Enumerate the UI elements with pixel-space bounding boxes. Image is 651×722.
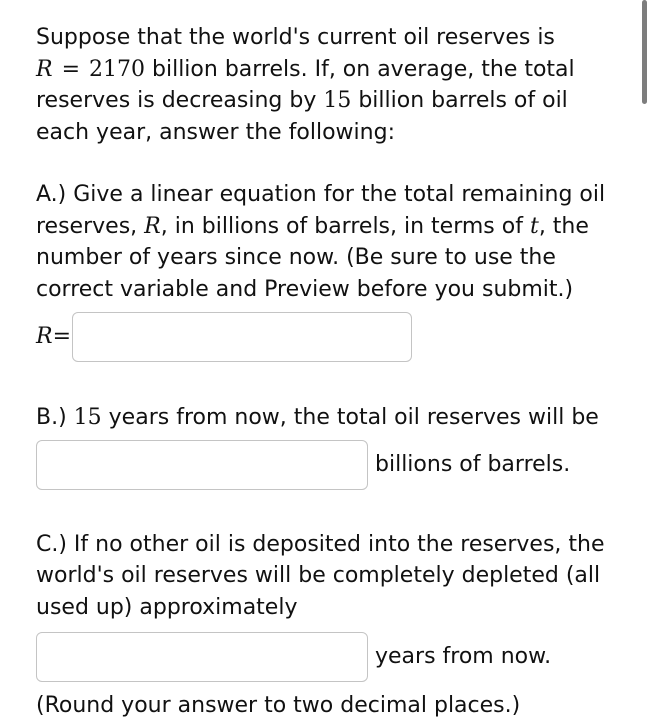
rate-value: 15	[323, 88, 352, 113]
equals-sign: =	[61, 56, 81, 82]
intro-text-4: billion barrels of oil	[351, 88, 568, 113]
problem-content	[36, 22, 621, 722]
part-a	[36, 179, 621, 362]
part-a-text-3: , in billions of barrels, in terms of	[160, 213, 530, 239]
part-c-line-2: world's oil reserves will be completely depleted (all	[36, 563, 601, 588]
reserves-value: 2170	[89, 56, 146, 82]
var-r: R	[36, 56, 53, 82]
part-a-answer-input[interactable]	[72, 312, 412, 362]
part-b-text-1: B.)	[36, 405, 74, 430]
rounding-note: (Round your answer to two decimal places.)	[36, 693, 521, 718]
part-a-text-2: reserves,	[36, 213, 145, 239]
part-b-line-1	[36, 402, 621, 434]
intro-line-4: each year, answer the following:	[36, 119, 395, 145]
scrollbar[interactable]	[641, 0, 651, 700]
intro-text-2: billion barrels. If, on average, the total	[145, 56, 575, 82]
part-b-answer-row	[36, 440, 621, 490]
part-c-line-1: C.) If no other oil is deposited into the reserves, the	[36, 531, 605, 557]
part-b	[36, 402, 621, 490]
intro-line-2	[36, 54, 621, 86]
r-label-eq: =	[52, 324, 72, 350]
r-label-var: R	[36, 324, 53, 350]
var-t: t	[529, 213, 539, 239]
part-b-answer-input[interactable]	[36, 440, 368, 490]
part-b-text-2: years from now, the total oil reserves will be	[101, 405, 599, 430]
intro-line-1: Suppose that the world's current oil reserves is	[36, 25, 555, 50]
scrollbar-thumb[interactable]	[642, 0, 647, 104]
part-c-answer-input[interactable]	[36, 632, 368, 682]
var-r: R	[144, 213, 161, 239]
intro-text-3: reserves is decreasing by	[36, 88, 324, 113]
part-b-suffix: billions of barrels.	[375, 451, 571, 477]
part-c-answer-row	[36, 632, 621, 682]
part-c-line-3: used up) approximately	[36, 594, 298, 620]
part-a-line-3: number of years since now. (Be sure to use the	[36, 245, 556, 270]
years-value: 15	[73, 405, 102, 430]
part-c-suffix: years from now.	[375, 644, 552, 670]
intro-paragraph	[36, 22, 621, 148]
part-c	[36, 529, 621, 722]
intro-line-3	[36, 85, 621, 117]
part-a-line-1: A.) Give a linear equation for the total remaining oil	[36, 182, 606, 207]
part-a-line-2	[36, 211, 621, 243]
r-equals-label	[36, 321, 72, 353]
part-a-line-4: correct variable and Preview before you submit.)	[36, 276, 574, 302]
part-a-text-4: , the	[538, 213, 589, 239]
part-a-answer-row	[36, 312, 621, 362]
